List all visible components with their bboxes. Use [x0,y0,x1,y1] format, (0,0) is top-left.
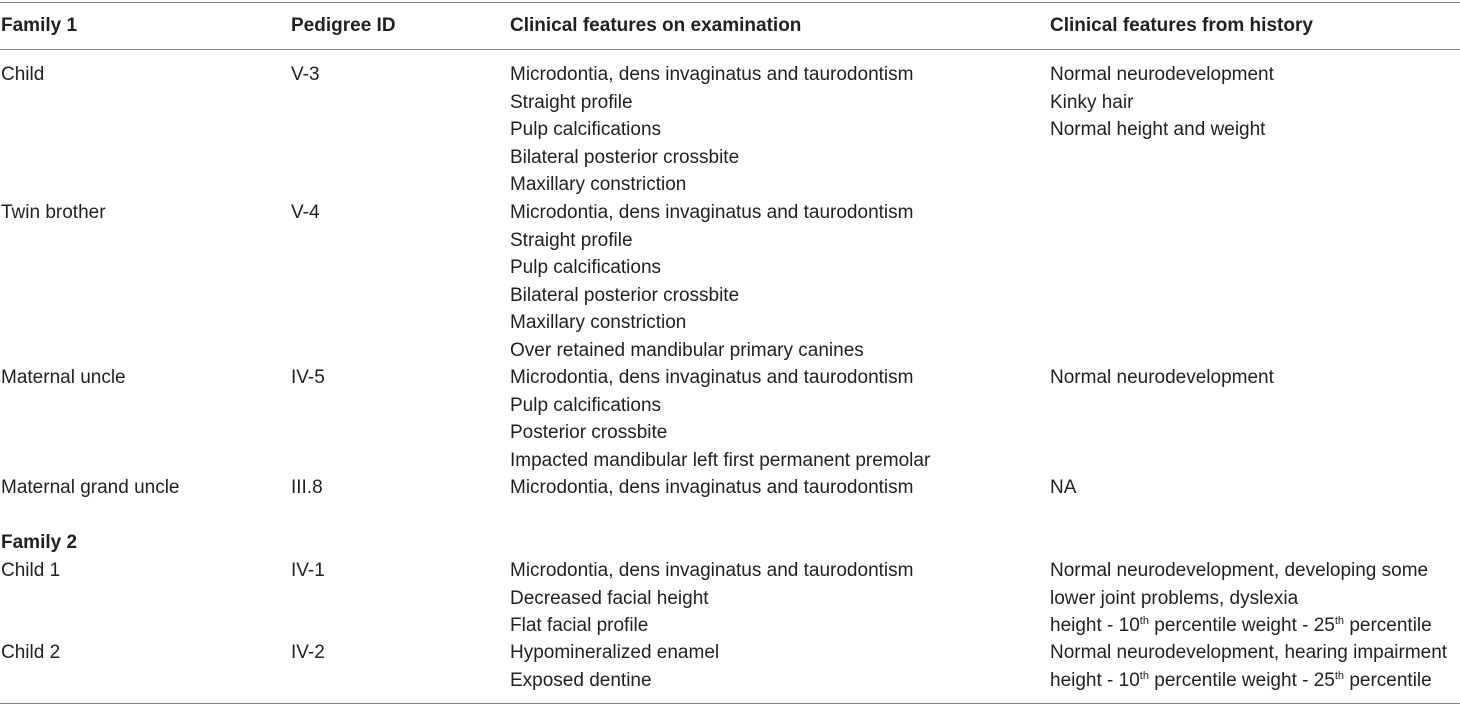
table-bottom-rule [0,703,1460,704]
examination-features [510,364,930,474]
header-clinical-history: Clinical features from history [1050,15,1313,36]
examination-feature: Over retained mandibular primary canines [510,339,864,361]
pedigree-id: V-4 [291,202,320,223]
history-features [1050,639,1447,694]
examination-feature: Microdontia, dens invaginatus and taurodontism [510,367,914,388]
history-feature: Kinky hair [1050,91,1134,113]
history-features [1050,557,1432,640]
pedigree-id: IV-1 [291,560,325,581]
examination-feature: Straight profile [510,91,633,113]
history-feature: Normal neurodevelopment, hearing impairment [1050,642,1448,663]
history-feature: lower joint problems, dyslexia [1050,587,1299,609]
history-features [1050,364,1274,392]
pedigree-id: III.8 [291,477,323,498]
examination-features [510,199,913,364]
family-member: Child [1,64,45,85]
family-member: Child 2 [1,642,61,663]
examination-feature: Microdontia, dens invaginatus and taurodontism [510,202,914,223]
family-member: Maternal grand uncle [1,477,180,498]
table-header-rule [0,49,1460,50]
history-feature: NA [1050,477,1077,498]
header-family-1: Family 1 [1,15,78,36]
examination-feature: Pulp calcifications [510,394,662,416]
examination-feature: Maxillary constriction [510,174,687,195]
examination-features [510,557,913,640]
examination-feature: Hypomineralized enamel [510,642,720,663]
examination-feature: Impacted mandibular left first permanent premolar [510,449,931,471]
family-member: Child 1 [1,560,61,581]
pedigree-id: V-3 [291,64,320,85]
examination-feature: Straight profile [510,229,633,251]
examination-feature: Microdontia, dens invaginatus and taurodontism [510,477,914,498]
examination-feature: Posterior crossbite [510,422,668,443]
examination-features [510,639,719,694]
examination-feature: Microdontia, dens invaginatus and taurodontism [510,64,914,85]
pedigree-id: IV-5 [291,367,325,388]
examination-feature: Pulp calcifications [510,257,662,278]
header-pedigree-id: Pedigree ID [291,15,396,36]
history-percentile: height - 10th percentile weight - 25th percentile [1050,669,1432,691]
family-member: Twin brother [1,202,106,223]
history-feature: Normal neurodevelopment [1050,367,1274,388]
history-features [1050,61,1274,144]
examination-feature: Pulp calcifications [510,119,662,140]
examination-feature: Microdontia, dens invaginatus and taurodontism [510,560,914,581]
history-feature: Normal neurodevelopment, developing some [1050,560,1429,581]
history-feature: Normal height and weight [1050,119,1266,140]
examination-feature: Exposed dentine [510,669,652,691]
examination-features [510,474,913,502]
examination-feature: Maxillary constriction [510,312,687,333]
examination-feature: Bilateral posterior crossbite [510,146,740,168]
examination-features [510,61,913,199]
examination-feature: Decreased facial height [510,587,709,609]
section-label-family-2: Family 2 [1,532,78,553]
history-features [1050,474,1076,502]
examination-feature: Flat facial profile [510,615,649,636]
table-top-rule [0,2,1460,3]
history-feature: Normal neurodevelopment [1050,64,1274,85]
header-clinical-examination: Clinical features on examination [510,15,802,36]
pedigree-id: IV-2 [291,642,325,663]
history-percentile: height - 10th percentile weight - 25th percentile [1050,615,1432,636]
examination-feature: Bilateral posterior crossbite [510,284,740,306]
family-member: Maternal uncle [1,367,126,388]
